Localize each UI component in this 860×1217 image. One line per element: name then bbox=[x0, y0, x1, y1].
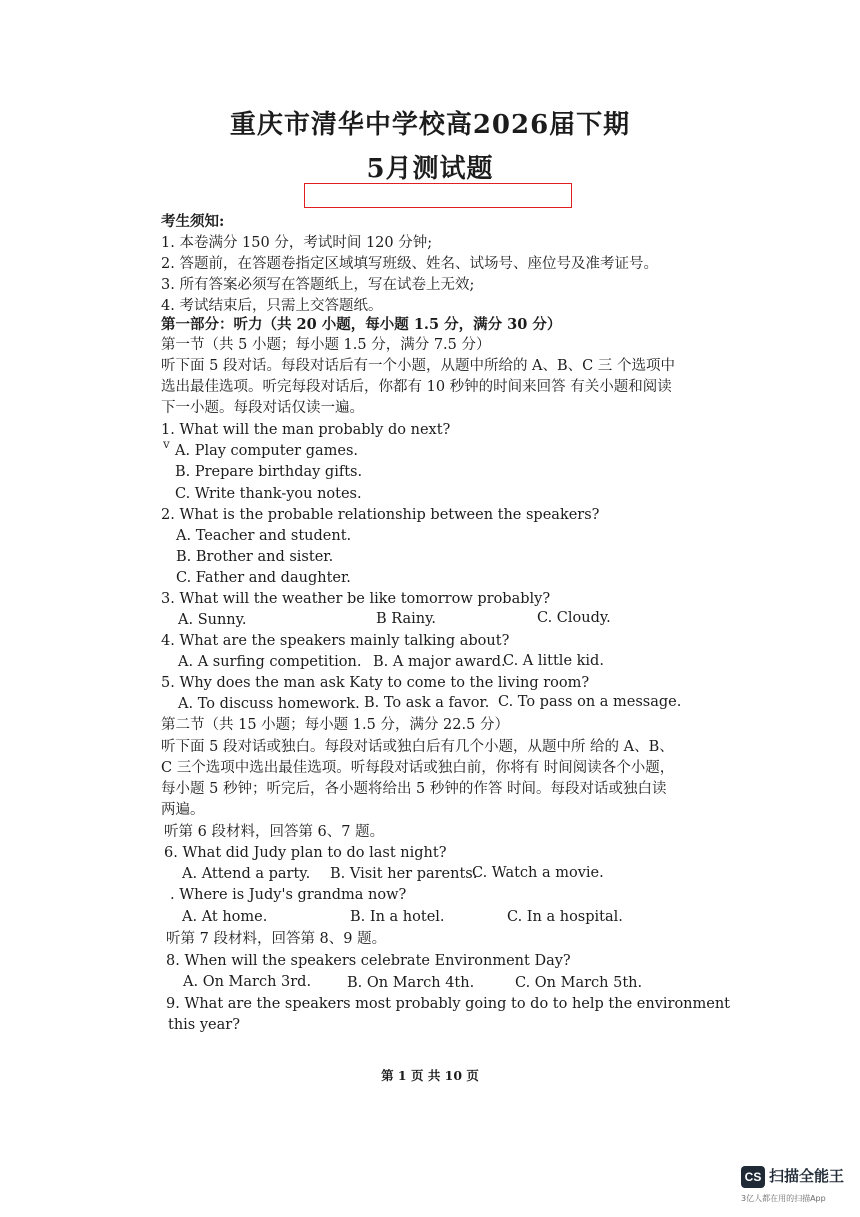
page-number: 第 1 页 共 10 页 bbox=[381, 1068, 479, 1083]
question-stem: 1. What will the man probably do next? bbox=[161, 422, 451, 438]
section1-instruction: 听下面 5 段对话。每段对话后有一个小题，从题中所给的 A、B、C 三 个选项中 bbox=[161, 358, 675, 374]
question-option: C. To pass on a message. bbox=[498, 694, 682, 710]
question-stem-continued: this year? bbox=[168, 1017, 240, 1033]
question-option: C. On March 5th. bbox=[515, 975, 643, 991]
question-option: B. On March 4th. bbox=[347, 975, 475, 991]
section2-instruction: 听下面 5 段对话或独白。每段对话或独白后有几个小题，从题中所 给的 A、B、 bbox=[161, 739, 674, 755]
question-stem: . Where is Judy's grandma now? bbox=[170, 887, 407, 903]
exam-subtitle: 5月测试题 bbox=[366, 154, 494, 184]
question-option: B. In a hotel. bbox=[350, 909, 445, 925]
question-option: A. Teacher and student. bbox=[176, 528, 352, 544]
section2-instruction: C 三个选项中选出最佳选项。听每段对话或独白前，你将有 时间阅读各个小题， bbox=[161, 760, 675, 776]
camscanner-slogan: 3亿人都在用的扫描App bbox=[741, 1194, 826, 1203]
redacted-box bbox=[304, 183, 572, 208]
question-stem: 8. When will the speakers celebrate Environment Day? bbox=[166, 953, 571, 969]
question-option: B. To ask a favor. bbox=[364, 695, 490, 711]
question-option: C. In a hospital. bbox=[507, 909, 623, 925]
question-stem: 2. What is the probable relationship between the speakers? bbox=[161, 507, 600, 523]
section2-heading: 第二节（共 15 小题；每小题 1.5 分，满分 22.5 分） bbox=[161, 717, 509, 733]
question-option: A. Attend a party. bbox=[182, 866, 311, 882]
question-option: B. Brother and sister. bbox=[176, 549, 334, 565]
question-option: B. A major award. bbox=[373, 654, 506, 670]
question-option: C. Watch a movie. bbox=[472, 865, 604, 881]
camscanner-logo-icon: CS bbox=[741, 1166, 765, 1188]
section1-instruction: 下一小题。每段对话仅读一遍。 bbox=[161, 400, 364, 416]
question-option: C. A little kid. bbox=[503, 653, 604, 669]
question-option: C. Write thank-you notes. bbox=[175, 486, 362, 502]
question-stem: 9. What are the speakers most probably going to do to help the environment bbox=[166, 996, 731, 1012]
question-option: B. Prepare birthday gifts. bbox=[175, 464, 363, 480]
question-option: A. Play computer games. bbox=[175, 443, 359, 459]
material-note: 听第 6 段材料，回答第 6、7 题。 bbox=[164, 824, 385, 840]
notice-item: 2. 答题前，在答题卷指定区域填写班级、姓名、试场号、座位号及准考证号。 bbox=[161, 256, 658, 272]
camscanner-name: 扫描全能王 bbox=[769, 1167, 845, 1185]
section1-instruction: 选出最佳选项。听完每段对话后，你都有 10 秒钟的时间来回答 有关小题和阅读 bbox=[161, 379, 672, 395]
question-option: A. On March 3rd. bbox=[183, 974, 312, 990]
notice-heading: 考生须知: bbox=[161, 213, 225, 230]
notice-item: 1. 本卷满分 150 分，考试时间 120 分钟; bbox=[161, 235, 433, 251]
question-option: A. To discuss homework. bbox=[178, 696, 360, 712]
notice-item: 3. 所有答案必须写在答题纸上，写在试卷上无效; bbox=[161, 277, 475, 293]
question-stem: 3. What will the weather be like tomorrow probably? bbox=[161, 591, 551, 607]
question-option: C. Father and daughter. bbox=[176, 570, 351, 586]
question-option: B. Visit her parents. bbox=[330, 866, 478, 882]
question-option: C. Cloudy. bbox=[537, 610, 611, 626]
notice-item: 4. 考试结束后，只需上交答题纸。 bbox=[161, 298, 383, 314]
question-stem: 4. What are the speakers mainly talking about? bbox=[161, 633, 510, 649]
question-option: B Rainy. bbox=[376, 611, 437, 627]
check-mark: v bbox=[163, 437, 170, 451]
question-stem: 6. What did Judy plan to do last night? bbox=[164, 845, 447, 861]
section1-heading: 第一节（共 5 小题；每小题 1.5 分，满分 7.5 分） bbox=[161, 337, 491, 353]
question-option: A. At home. bbox=[182, 909, 268, 925]
question-option: A. Sunny. bbox=[178, 612, 247, 628]
exam-title: 重庆市清华中学校高2026届下期 bbox=[229, 110, 631, 140]
section2-instruction: 两遍。 bbox=[161, 802, 205, 818]
question-stem: 5. Why does the man ask Katy to come to the living room? bbox=[161, 675, 590, 691]
question-option: A. A surfing competition. bbox=[178, 654, 362, 670]
part1-heading: 第一部分：听力（共 20 小题，每小题 1.5 分，满分 30 分） bbox=[161, 316, 562, 333]
material-note: 听第 7 段材料，回答第 8、9 题。 bbox=[166, 931, 387, 947]
section2-instruction: 每小题 5 秒钟；听完后，各小题将给出 5 秒钟的作答 时间。每段对话或独白读 bbox=[161, 781, 667, 797]
